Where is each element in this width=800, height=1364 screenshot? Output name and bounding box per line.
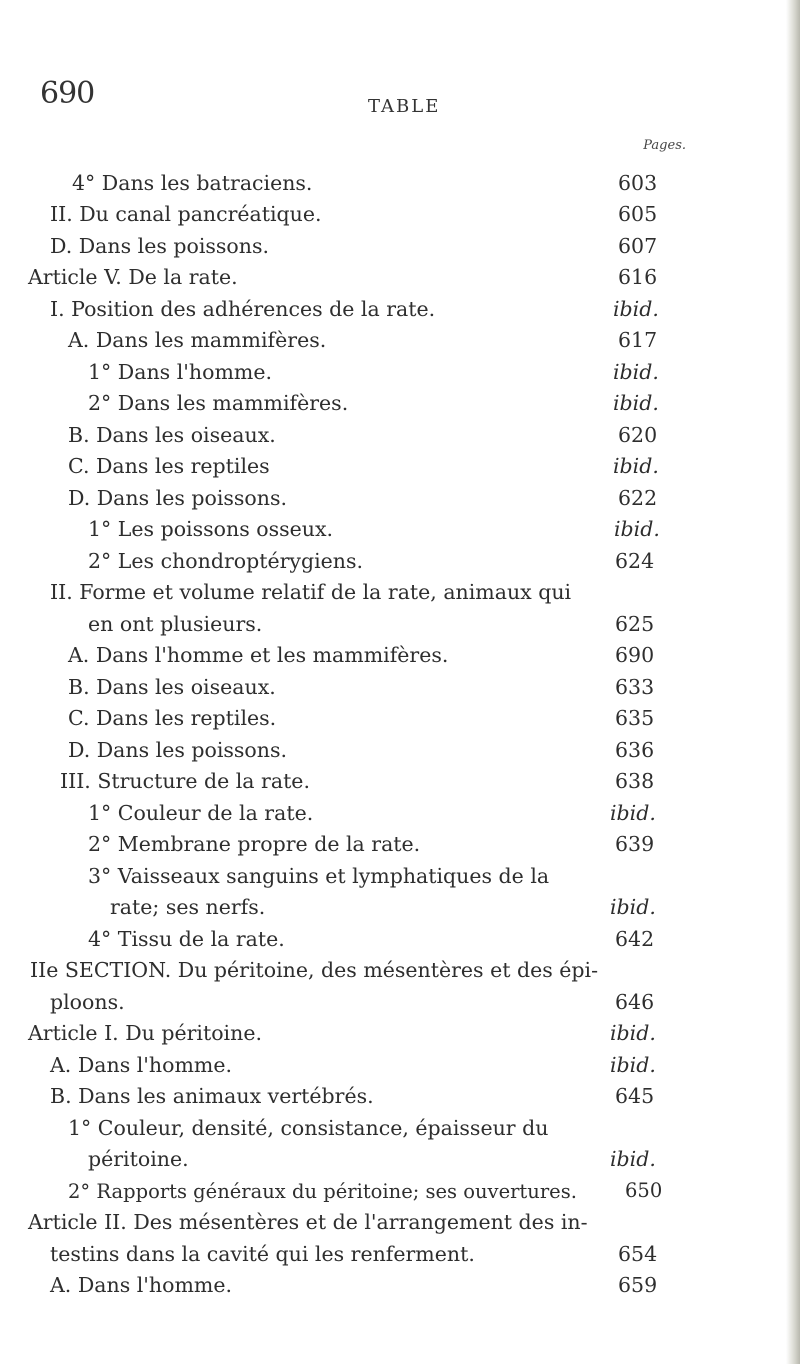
entry-page: 650 <box>625 1179 663 1202</box>
entry-page: ibid. <box>614 517 660 541</box>
toc-entry <box>50 577 682 607</box>
entry-text: Article I. Du péritoine. <box>28 1021 262 1045</box>
entry-page: 607 <box>618 234 658 258</box>
entry-text: I. Position des adhérences de la rate. <box>50 297 436 321</box>
toc-entry <box>68 451 682 481</box>
toc-entry <box>68 735 682 765</box>
entry-text: D. Dans les poissons. <box>50 234 270 258</box>
entry-text: A. Dans l'homme et les mammifères. <box>68 643 449 667</box>
entry-page: ibid. <box>610 801 656 825</box>
entry-page: ibid. <box>613 360 659 384</box>
toc-entry <box>60 766 682 796</box>
entry-text: ploons. <box>50 990 125 1014</box>
entry-text: rate; ses nerfs. <box>110 895 266 919</box>
entry-text: B. Dans les animaux vertébrés. <box>50 1084 374 1108</box>
toc-entry <box>68 420 682 450</box>
entry-text: B. Dans les oiseaux. <box>68 423 276 447</box>
toc-entry <box>30 955 682 985</box>
entry-text: 4° Tissu de la rate. <box>88 927 285 951</box>
entry-text: en ont plusieurs. <box>88 612 263 636</box>
entry-text: 1° Couleur de la rate. <box>88 801 314 825</box>
entry-page: 654 <box>618 1242 658 1266</box>
toc-entry <box>110 892 682 922</box>
entry-page: 642 <box>615 927 655 951</box>
entry-page: ibid. <box>610 895 656 919</box>
entry-text: D. Dans les poissons. <box>68 486 288 510</box>
page-title: TABLE <box>368 96 441 117</box>
entry-page: 636 <box>615 738 655 762</box>
toc-entry <box>68 483 682 513</box>
toc-entry <box>50 1081 682 1111</box>
entry-page: 659 <box>618 1273 658 1297</box>
entry-text: IIe SECTION. Du péritoine, des mésentères et des épi- <box>30 958 599 982</box>
entry-text: 1° Dans l'homme. <box>88 360 272 384</box>
entry-page: 603 <box>618 171 658 195</box>
toc-entry <box>68 640 682 670</box>
toc-entry <box>88 546 682 576</box>
entry-text: A. Dans les mammifères. <box>68 328 327 352</box>
toc-entry <box>50 1050 682 1080</box>
entry-page: ibid. <box>613 454 659 478</box>
entry-text: 2° Rapports généraux du péritoine; ses ouvertures. <box>68 1180 577 1203</box>
entry-page: 635 <box>615 706 655 730</box>
entry-text: III. Structure de la rate. <box>60 769 310 793</box>
entry-page: 639 <box>615 832 655 856</box>
entry-text: 2° Membrane propre de la rate. <box>88 832 421 856</box>
toc-entry <box>88 388 682 418</box>
entry-text: II. Forme et volume relatif de la rate, animaux qui <box>50 580 572 604</box>
entry-text: Article II. Des mésentères et de l'arrangement des in- <box>28 1210 588 1234</box>
pages-column-header: Pages. <box>643 138 686 153</box>
toc-entry <box>28 1018 682 1048</box>
entry-text: A. Dans l'homme. <box>50 1053 232 1077</box>
entry-page: ibid. <box>610 1053 656 1077</box>
toc-entry <box>50 231 682 261</box>
entry-page: 646 <box>615 990 655 1014</box>
entry-page: ibid. <box>613 297 659 321</box>
entry-page: 605 <box>618 202 658 226</box>
toc-entry <box>50 199 682 229</box>
entry-text: 3° Vaisseaux sanguins et lymphatiques de la <box>88 864 550 888</box>
toc-entry <box>68 1176 682 1206</box>
entry-page: 622 <box>618 486 658 510</box>
entry-text: 2° Dans les mammifères. <box>88 391 349 415</box>
toc-entry <box>68 672 682 702</box>
entry-text: B. Dans les oiseaux. <box>68 675 276 699</box>
toc-entry <box>72 168 682 198</box>
entry-text: Article V. De la rate. <box>28 265 238 289</box>
toc-entry <box>50 294 682 324</box>
entry-page: ibid. <box>613 391 659 415</box>
entry-text: 2° Les chondroptérygiens. <box>88 549 364 573</box>
toc-entry <box>68 1113 682 1143</box>
toc-entry <box>88 861 682 891</box>
entry-text: péritoine. <box>88 1147 189 1171</box>
toc-entry <box>28 262 682 292</box>
entry-page: 638 <box>615 769 655 793</box>
toc-entry <box>68 325 682 355</box>
toc-entry <box>50 987 682 1017</box>
toc-entry <box>88 514 682 544</box>
entry-text: II. Du canal pancréatique. <box>50 202 322 226</box>
entry-text: 1° Les poissons osseux. <box>88 517 334 541</box>
toc-entry <box>88 829 682 859</box>
entry-page: ibid. <box>610 1021 656 1045</box>
entry-page: ibid. <box>610 1147 656 1171</box>
entry-text: C. Dans les reptiles. <box>68 706 277 730</box>
entry-text: D. Dans les poissons. <box>68 738 288 762</box>
page-number: 690 <box>40 76 95 111</box>
entry-page: 633 <box>615 675 655 699</box>
toc-entry <box>88 609 682 639</box>
toc-entry <box>28 1207 682 1237</box>
entry-text: A. Dans l'homme. <box>50 1273 232 1297</box>
entry-text: C. Dans les reptiles <box>68 454 270 478</box>
entry-text: 1° Couleur, densité, consistance, épaisseur du <box>68 1116 549 1140</box>
toc-entry <box>50 1239 682 1269</box>
entry-text: 4° Dans les batraciens. <box>72 171 313 195</box>
toc-entry <box>88 924 682 954</box>
entry-page: 617 <box>618 328 658 352</box>
toc-entry <box>68 703 682 733</box>
entry-page: 690 <box>615 643 655 667</box>
toc-entry <box>88 1144 682 1174</box>
toc-entry <box>88 357 682 387</box>
toc-entry <box>50 1270 682 1300</box>
entry-page: 645 <box>615 1084 655 1108</box>
entry-page: 624 <box>615 549 655 573</box>
entry-page: 616 <box>618 265 658 289</box>
toc-entry <box>88 798 682 828</box>
entry-page: 620 <box>618 423 658 447</box>
entry-page: 625 <box>615 612 655 636</box>
entry-text: testins dans la cavité qui les renferment. <box>50 1242 475 1266</box>
